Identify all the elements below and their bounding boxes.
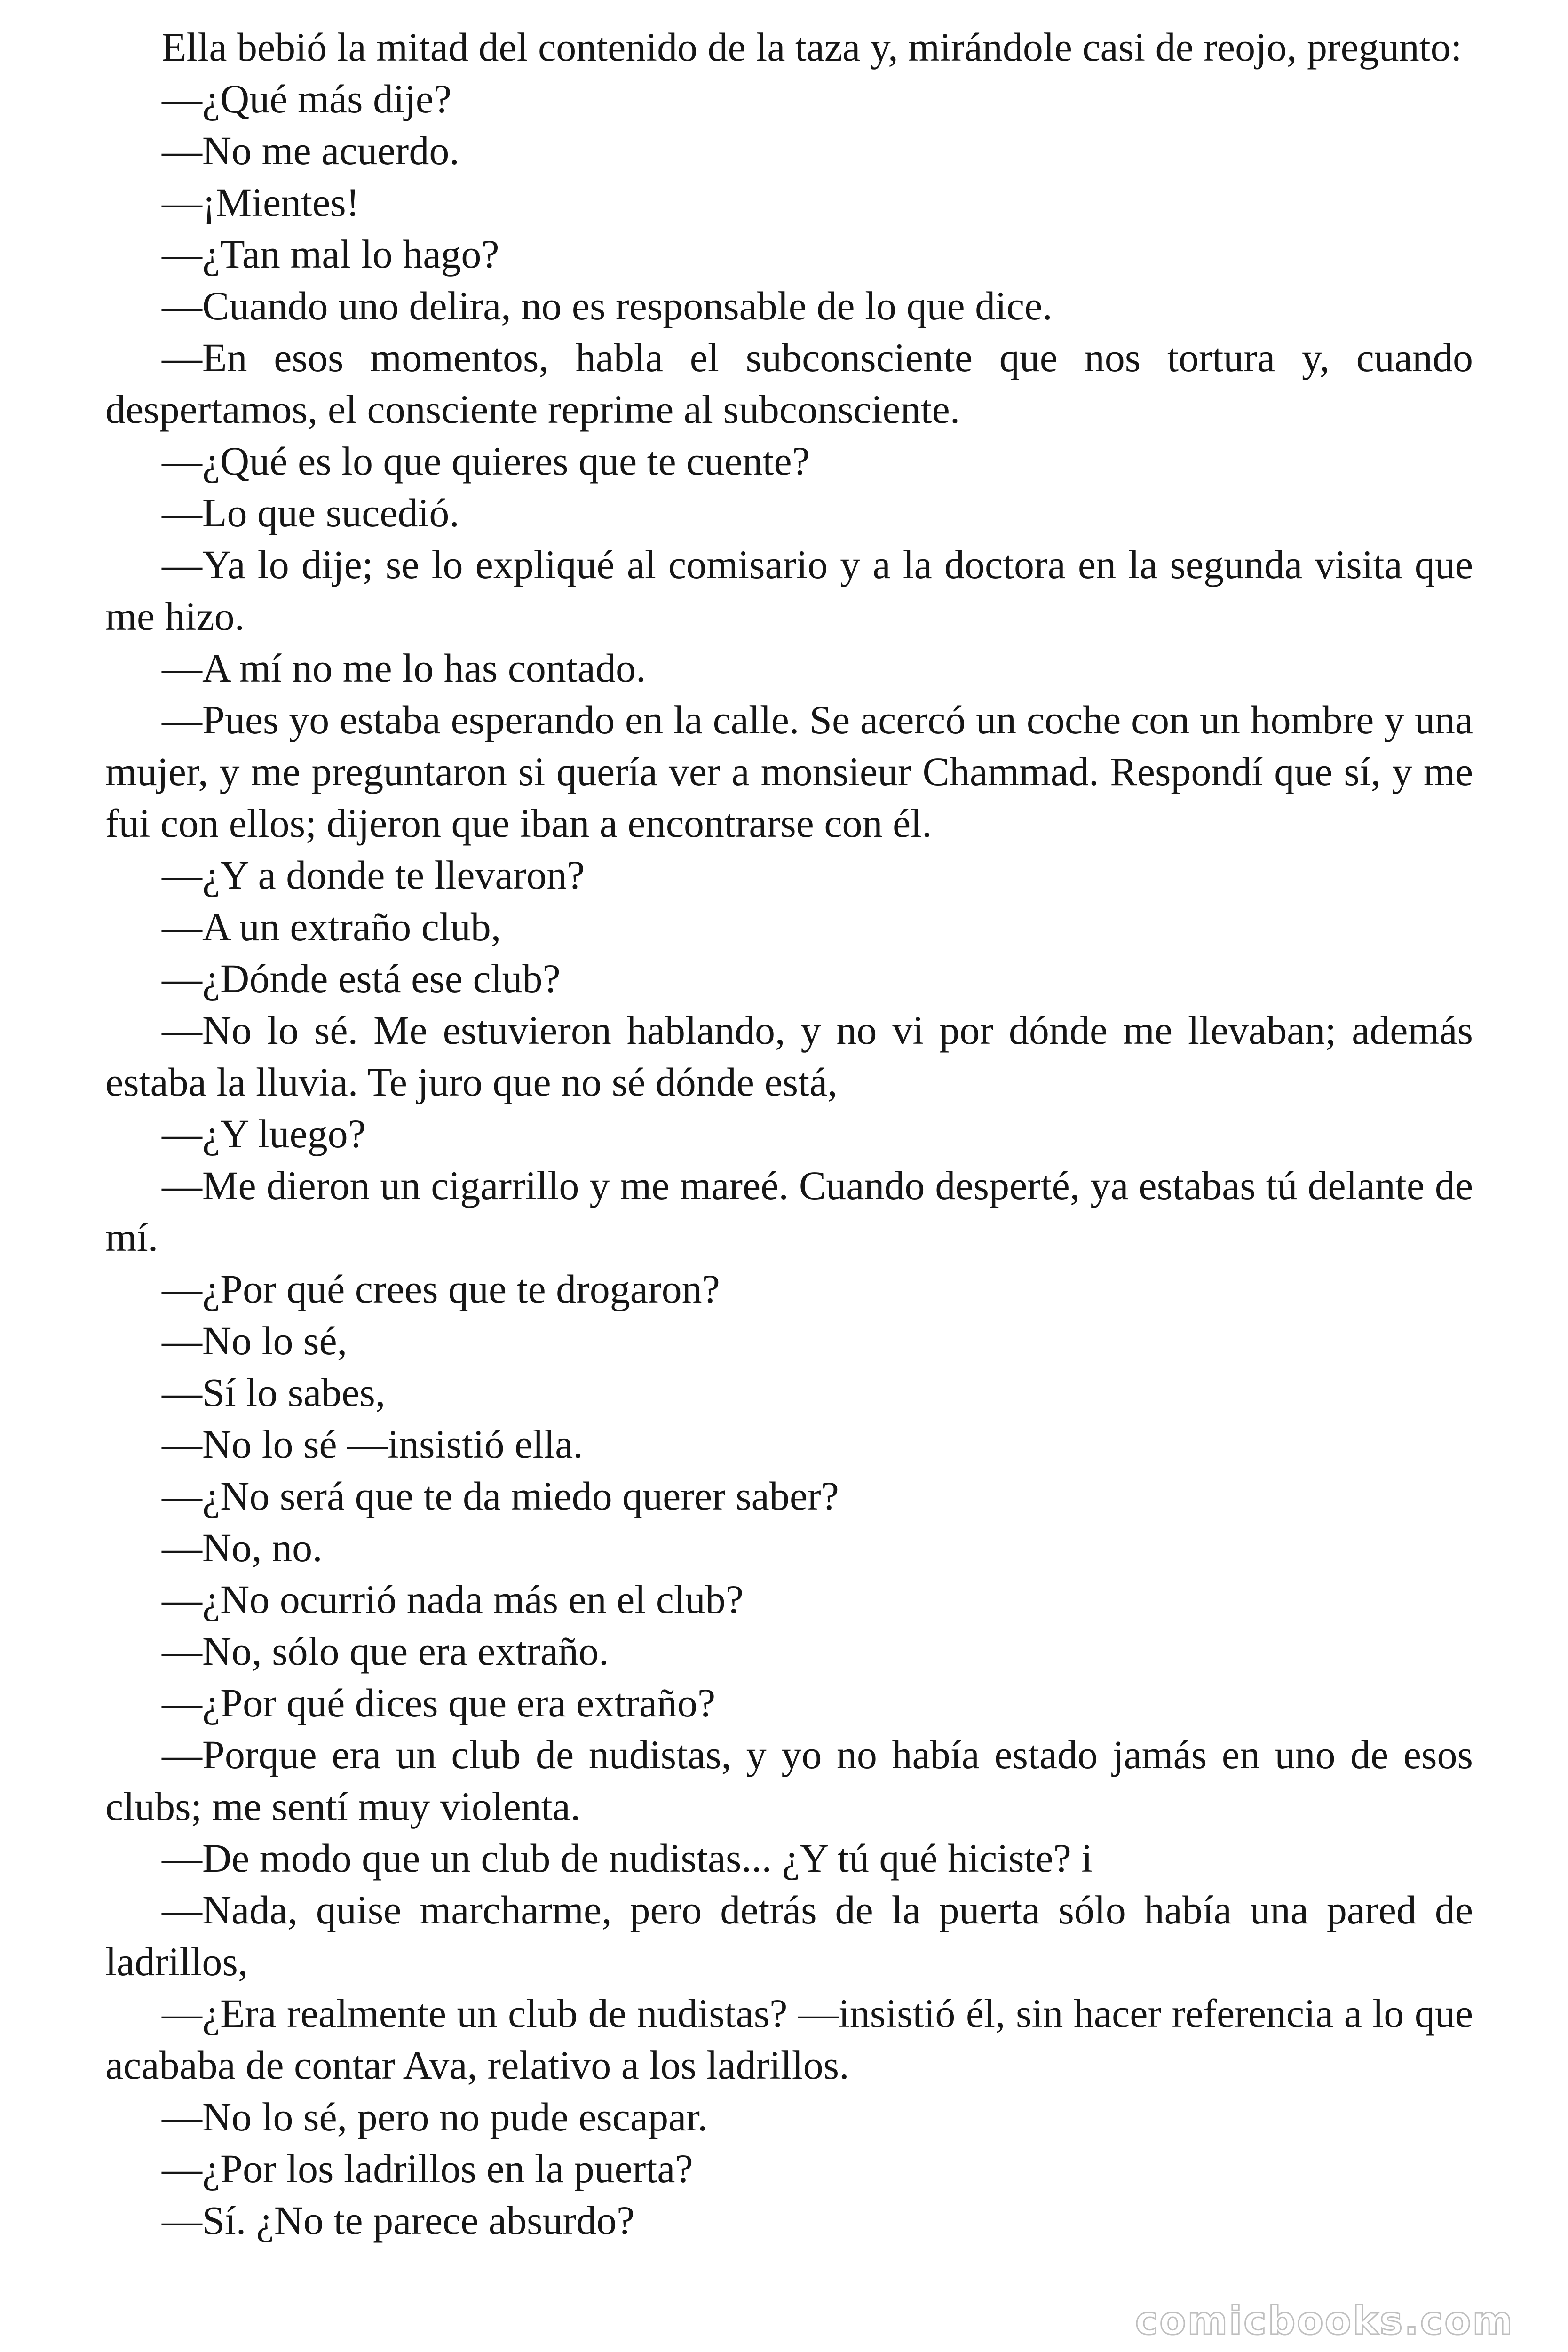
paragraph: —¿Por qué crees que te drogaron? xyxy=(162,1266,720,1311)
paragraph: —Nada, quise marcharme, pero detrás de la puerta sólo había una pared de ladrillos, xyxy=(105,1887,1473,1984)
paragraph: —A un extraño club, xyxy=(162,904,501,949)
paragraph: —¿Qué más dije? xyxy=(162,76,452,121)
paragraph: —No me acuerdo. xyxy=(162,128,459,173)
paragraph: —Cuando uno delira, no es responsable de lo que dice. xyxy=(162,283,1053,328)
paragraph: —En esos momentos, habla el subconsciente que nos tortura y, cuando despertamos, el consciente reprime al subconsciente. xyxy=(105,335,1473,432)
paragraph: —Pues yo estaba esperando en la calle. Se acercó un coche con un hombre y una mujer, y me preguntaron si quería ver a monsieur Chammad. Respondí que sí, y me fui con ellos; dijeron que iban a encontrarse con él. xyxy=(105,697,1473,846)
paragraph: —¿Por qué dices que era extraño? xyxy=(162,1680,716,1725)
paragraph: —Porque era un club de nudistas, y yo no había estado jamás en uno de esos clubs; me sentí muy violenta. xyxy=(105,1732,1473,1829)
paragraph: —No lo sé. Me estuvieron hablando, y no vi por dónde me llevaban; además estaba la lluvia. Te juro que no sé dónde está, xyxy=(105,1008,1473,1104)
paragraph: —No, sólo que era extraño. xyxy=(162,1629,609,1674)
paragraph: —No, no. xyxy=(162,1525,323,1570)
paragraph: —¿Era realmente un club de nudistas? —insistió él, sin hacer referencia a lo que acababa de contar Ava, relativo a los ladrillos. xyxy=(105,1991,1473,2088)
paragraph: —No lo sé, xyxy=(162,1318,348,1363)
paragraph: —De modo que un club de nudistas... ¿Y tú qué hiciste? i xyxy=(162,1836,1093,1881)
paragraph: —¿Dónde está ese club? xyxy=(162,956,561,1001)
paragraph: —¿No ocurrió nada más en el club? xyxy=(162,1577,744,1622)
paragraph: —¿No será que te da miedo querer saber? xyxy=(162,1473,839,1518)
paragraph: —¡Mientes! xyxy=(162,180,360,225)
paragraph: —No lo sé, pero no pude escapar. xyxy=(162,2094,708,2139)
paragraph: —¿Tan mal lo hago? xyxy=(162,231,499,277)
paragraph: —¿Qué es lo que quieres que te cuente? xyxy=(162,438,810,484)
book-page-text xyxy=(105,21,1473,2246)
paragraph: —¿Y luego? xyxy=(162,1111,366,1156)
paragraph: —Ya lo dije; se lo expliqué al comisario y a la doctora en la segunda visita que me hizo. xyxy=(105,542,1473,639)
paragraph: —¿Y a donde te llevaron? xyxy=(162,852,585,898)
paragraph: —¿Por los ladrillos en la puerta? xyxy=(162,2146,693,2191)
paragraph: —No lo sé —insistió ella. xyxy=(162,1422,583,1467)
paragraph: —Sí lo sabes, xyxy=(162,1370,386,1415)
paragraph: —Lo que sucedió. xyxy=(162,490,459,535)
watermark: comicbooks.com xyxy=(1135,2299,1514,2344)
paragraph: Ella bebió la mitad del contenido de la taza y, mirándole casi de reojo, pregunto: xyxy=(162,24,1462,70)
paragraph: —A mí no me lo has contado. xyxy=(162,645,646,691)
paragraph: —Sí. ¿No te parece absurdo? xyxy=(162,2198,635,2243)
paragraph: —Me dieron un cigarrillo y me mareé. Cuando desperté, ya estabas tú delante de mí. xyxy=(105,1163,1473,1260)
